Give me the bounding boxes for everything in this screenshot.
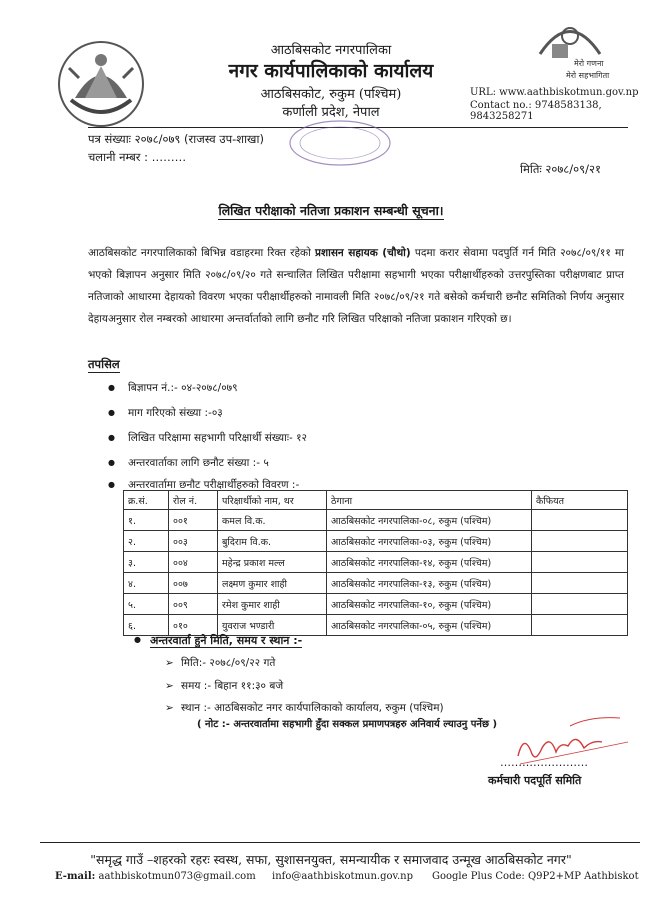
cell-remarks — [532, 615, 628, 636]
interview-date: ➢ मिति:- २०७८/०९/२२ गते — [165, 657, 276, 669]
cell-remarks — [532, 531, 628, 552]
arrow-icon: ➢ — [165, 680, 174, 692]
cell-name: बुदिराम वि.क. — [218, 531, 327, 552]
post-name: प्रशासन सहायक (चौथो) — [314, 247, 411, 259]
cell-name: रमेश कुमार शाही — [218, 594, 327, 615]
cell-roll: ००७ — [169, 573, 218, 594]
cell-roll: ००१ — [169, 510, 218, 531]
interview-time: ➢ समय :- बिहान ११:३० बजे — [165, 680, 284, 692]
detail-item: ● माग गरिएको संख्या :-०३ — [110, 406, 223, 420]
email-label: E-mail: — [55, 871, 96, 882]
cell-address: आठबिसकोट नगरपालिका-०५, रुकुम (पश्चिम) — [327, 615, 532, 636]
cell-address: आठबिसकोट नगरपालिका-१४, रुकुम (पश्चिम) — [327, 552, 532, 573]
cell-serial: २. — [124, 531, 169, 552]
url-label: URL: — [470, 87, 496, 98]
svg-text:मेरो गणना: मेरो गणना — [574, 59, 604, 68]
col-address: ठेगाना — [327, 491, 532, 510]
org-name: आठबिसकोट नगरपालिका — [270, 43, 392, 58]
notice-date: मितिः २०७८/०९/२१ — [520, 162, 601, 176]
letter-number: पत्र संख्याः २०७८/०७९ (राजस्व उप-शाखा) — [88, 132, 264, 146]
cell-roll: ०१० — [169, 615, 218, 636]
table-row — [124, 573, 628, 594]
col-roll: रोल नं. — [169, 491, 218, 510]
contact-label: Contact no.: — [470, 100, 532, 111]
cell-address: आठबिसकोट नगरपालिका-०३, रुकुम (पश्चिम) — [327, 531, 532, 552]
cell-address: आठबिसकोट नगरपालिका-१३, रुकुम (पश्चिम) — [327, 573, 532, 594]
cell-name: कमल वि.क. — [218, 510, 327, 531]
cell-remarks — [532, 594, 628, 615]
table-header-row — [124, 491, 628, 510]
candidates-table — [123, 490, 628, 636]
col-name: परिक्षार्थीको नाम, थर — [218, 491, 327, 510]
interview-venue: ➢ स्थान :- आठबिसकोट नगर कार्यपालिकाको कार्यालय, रुकुम (पश्चिम) — [165, 702, 444, 714]
cell-name: महेन्द्र प्रकाश मल्ल — [218, 552, 327, 573]
table-row — [124, 510, 628, 531]
url-link[interactable]: www.aathbiskotmun.gov.np — [499, 87, 639, 98]
detail-item: ● बिज्ञापन नं.:- ०४-२०७८/०७९ — [110, 381, 238, 395]
table-row — [124, 531, 628, 552]
office-name: नगर कार्यपालिकाको कार्यालय — [228, 60, 434, 82]
notice-title: लिखित परीक्षाको नतिजा प्रकाशन सम्बन्धी सूचना। — [218, 203, 444, 218]
footer-email-secondary[interactable]: info@aathbiskotmun.gov.np — [272, 871, 414, 882]
interview-note: ( नोट :- अन्तरवार्तामा सहभागी हुँदा सक्कल प्रमाणपत्रहरु अनिवार्य ल्याउनु पर्नेछ ) — [197, 719, 498, 730]
table-row — [124, 552, 628, 573]
cell-serial: १. — [124, 510, 169, 531]
cell-serial: ३. — [124, 552, 169, 573]
cell-roll: ००४ — [169, 552, 218, 573]
details-heading: तपसिल — [88, 357, 120, 371]
svg-text:मेरो सहभागिता: मेरो सहभागिता — [566, 71, 610, 80]
detail-item: ● अन्तरवार्तामा छनौट परीक्षार्थीहरुको विवरण :- — [110, 478, 299, 492]
interview-heading: ● अन्तरवार्ता हुने मिति, समय र स्थान :- — [150, 633, 302, 648]
email-link[interactable]: aathbiskotmun073@gmail.com — [98, 871, 256, 882]
footer-motto: "समृद्ध गाउँ –शहरको रहरः स्वस्थ, सफा, सुशासनयुक्त, समन्यायीक र समाजवाद उन्मूख आठबिसकोट नगर" — [90, 852, 572, 867]
cell-serial: ४. — [124, 573, 169, 594]
signature-dots: …………………… — [500, 756, 588, 769]
cell-name: लक्ष्मण कुमार शाही — [218, 573, 327, 594]
cell-remarks — [532, 573, 628, 594]
footer-email — [55, 871, 256, 882]
dispatch-number: चलानी नम्बर : ……… — [88, 150, 187, 164]
detail-item: ● अन्तरवार्ताका लागि छनौट संख्या :- ५ — [110, 456, 269, 470]
cell-remarks — [532, 510, 628, 531]
contact-numbers: 9748583138, 9843258271 — [470, 100, 602, 122]
detail-item: ● लिखित परिक्षामा सहभागी परिक्षार्थी संख्याः- १२ — [110, 431, 307, 445]
province-name: कर्णाली प्रदेश, नेपाल — [282, 105, 380, 120]
table-row — [124, 594, 628, 615]
footer-plus-code: Google Plus Code: Q9P2+MP Aathbiskot — [432, 871, 639, 882]
signer-committee: कर्मचारी पदपूर्ति समिति — [488, 774, 582, 787]
cell-name: युवराज भण्डारी — [218, 615, 327, 636]
notice-paragraph: आठबिसकोट नगरपालिकाको बिभिन्न वडाहरमा रिक्त रहेको प्रशासन सहायक (चौथो) पदमा करार सेवामा पदपुर्ति गर्न मिति २०७८/०९/११ मा भएको बिज्ञापन अनुसार मिति २०७८/०९/२० गते सन्चालित लिखित परीक्षामा सहभागी भएका परीक्षार्थीहरुको उत्तरपुस्तिका परीक्षणबाट प्राप्त नतिजाको आधारमा देहायको विवरण भएका परीक्षार्थीहरुको नामावली मिति २०७८/०९/२१ गते बसेको कर्मचारी छनौट समितिको निर्णय अनुसार देहायअनुसार रोल नम्बरको आधारमा अन्तर्वार्ताको लागि छनौट गरि लिखित परिक्षाको नतिजा प्रकाशन गरिएको छ। — [88, 247, 625, 325]
col-remarks: कैफियत — [532, 491, 628, 510]
footer-divider — [40, 842, 640, 843]
url-line — [470, 87, 639, 98]
arrow-icon: ➢ — [165, 702, 174, 714]
cell-address: आठबिसकोट नगरपालिका-१०, रुकुम (पश्चिम) — [327, 594, 532, 615]
cell-serial: ५. — [124, 594, 169, 615]
office-address: आठबिसकोट, रुकुम (पश्चिम) — [260, 87, 402, 102]
office-stamp — [285, 118, 395, 168]
cell-roll: ००३ — [169, 531, 218, 552]
cell-address: आठबिसकोट नगरपालिका-०८, रुकुम (पश्चिम) — [327, 510, 532, 531]
cell-roll: ००९ — [169, 594, 218, 615]
arrow-icon: ➢ — [165, 657, 174, 669]
col-serial: क्र.सं. — [124, 491, 169, 510]
contact-line — [470, 100, 662, 122]
cell-serial: ६. — [124, 615, 169, 636]
cell-remarks — [532, 552, 628, 573]
